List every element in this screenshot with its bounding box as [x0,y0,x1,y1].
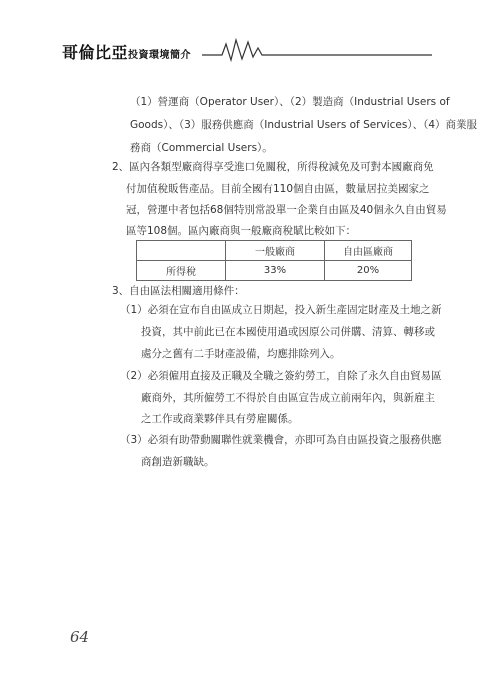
table-cell: 20% [325,261,412,281]
table-cell: 所得稅 [137,261,226,281]
body-line-16: 商創造新職缺。 [141,456,215,468]
body-line-8: 3、自由區法相關適用條件： [112,285,245,297]
header-title-main: 哥倫比亞 [62,43,129,62]
body-line-13: 廠商外，其所僱勞工不得於自由區宣告成立前兩年內，與新雇主 [141,392,435,404]
body-line-1: （1）營運商（Operator User）、（2）製造商（Industrial Users of [130,96,450,108]
body-line-7: 區等108個。區內廠商與一般廠商稅賦比較如下： [126,225,357,237]
body-line-10: 投資，其中前此已在本國使用過或因原公司併購、清算、轉移或 [141,326,435,338]
table-header-cell [137,241,226,261]
body-line-2: Goods）、（3）服務供應商（Industrial Users of Services）、（4）商業服 [130,119,478,131]
running-header [62,34,432,64]
body-line-4: 2、區內各類型廠商得享受進口免關稅，所得稅減免及可對本國廠商免 [112,161,434,173]
body-line-6: 冠，營運中者包括68個特別常設單一企業自由區及40個永久自由貿易 [126,204,447,216]
tax-comparison-table [136,240,412,281]
table-header-cell: 一般廠商 [226,241,325,261]
header-title [62,40,191,63]
table-cell: 33% [226,261,325,281]
table-header-row [137,241,412,261]
body-line-9: （1）必須在宣布自由區成立日期起，投入新生產固定財產及土地之新 [120,304,442,316]
body-line-3: 務商（Commercial Users）。 [130,142,273,154]
header-title-sub: 投資環境簡介 [128,50,192,61]
body-line-11: 處分之舊有二手財產設備，均應排除列入。 [141,348,341,360]
page-number: 64 [70,628,90,646]
table-row [137,261,412,281]
body-line-12: （2）必須僱用直接及正職及全職之簽約勞工，自除了永久自由貿易區 [120,370,442,382]
body-line-5: 付加值稅販售產品。目前全國有110個自由區，數量居拉美國家之 [126,183,430,195]
table-header-cell: 自由區廠商 [325,241,412,261]
body-line-14: 之工作或商業夥伴具有勞雇關係。 [141,413,299,425]
body-line-15: （3）必須有助帶動關聯性就業機會，亦即可為自由區投資之服務供應 [120,434,442,446]
